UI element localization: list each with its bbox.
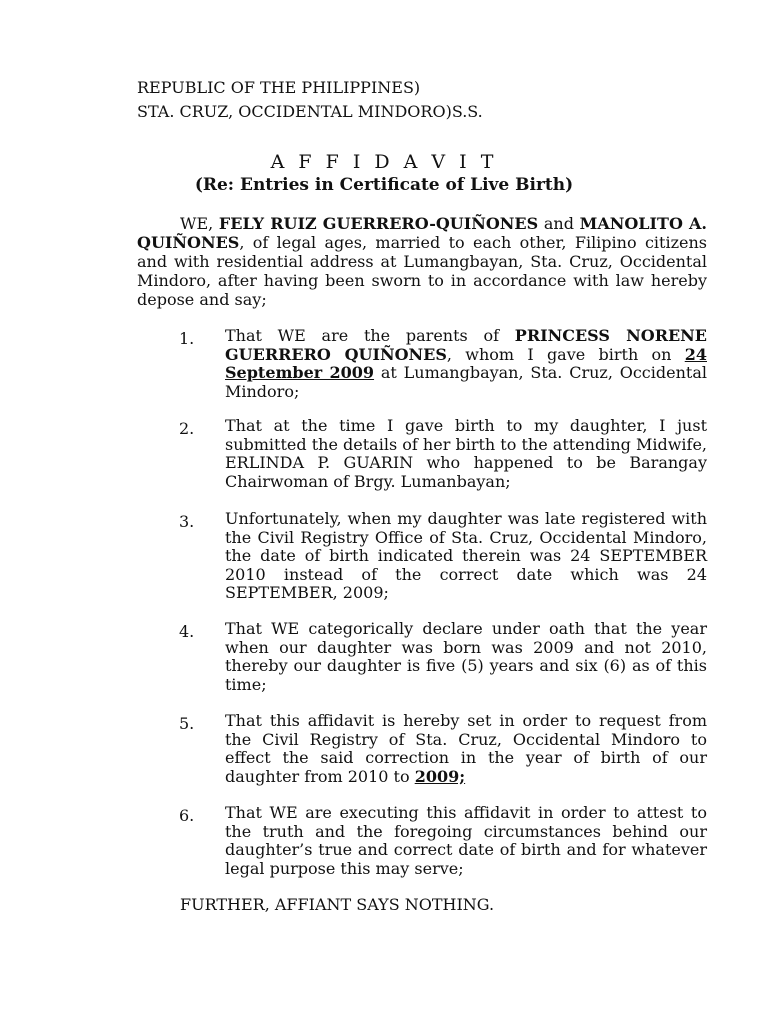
item-number-3: 3.	[179, 512, 195, 531]
item-1-part-2: , whom I gave birth on	[446, 344, 685, 364]
item-1-text	[225, 327, 707, 401]
item-5-text	[225, 712, 707, 786]
item-5-part-1: That this affidavit is hereby set in order to request from the Civil Registry of Sta. Cruz, Occidental Mindoro to effect the said correction in the year of birth of our daughter from 2010 to	[225, 711, 707, 786]
item-1-part-1: That WE are the parents of	[225, 326, 515, 345]
venue-line-2: STA. CRUZ, OCCIDENTAL MINDORO)S.S.	[137, 102, 483, 121]
child-name: PRINCESS NORENE GUERRERO QUIÑONES	[225, 326, 708, 364]
item-number-1: 1.	[179, 329, 195, 348]
item-number-5: 5.	[179, 714, 195, 733]
item-4-text: That WE categorically declare under oath that the year when our daughter was born was 2009 and not 2010, thereby our daughter is five (5) years and six (6) as of this time;	[225, 619, 707, 694]
item-2-text: That at the time I gave birth to my daughter, I just submitted the details of her birth to the attending Midwife, ERLINDA P. GUARIN who happened to be Barangay Chairwoman of Brgy. Lumanbayan;	[225, 416, 707, 491]
document-subtitle: (Re: Entries in Certificate of Live Birth)	[194, 175, 574, 195]
correct-birth-date: 24 September 2009	[225, 344, 707, 382]
corrected-year: 2009;	[414, 766, 466, 786]
intro-rest: , of legal ages, married to each other, Filipino citizens and with residential address at Lumangbayan, Sta. Cruz, Occidental Mindoro, after having been sworn to in accordance with law hereby depose and say;	[137, 233, 707, 309]
intro-we: WE,	[180, 214, 214, 233]
venue-block	[137, 76, 483, 124]
item-1-part-3: at Lumangbayan, Sta. Cruz, Occidental Mindoro;	[225, 363, 707, 401]
venue-line-1: REPUBLIC OF THE PHILIPPINES)	[137, 78, 421, 97]
item-number-4: 4.	[179, 622, 195, 641]
affiant-2-name: MANOLITO A. QUIÑONES	[137, 214, 708, 252]
item-3-text: Unfortunately, when my daughter was late registered with the Civil Registry Office of Sta. Cruz, Occidental Mindoro, the date of birth indicated therein was 24 SEPTEMBER 2010 instead of the correct date which was 24 SEPTEMBER, 2009;	[225, 509, 707, 602]
intro-and: and	[543, 214, 574, 233]
closing-statement: FURTHER, AFFIANT SAYS NOTHING.	[180, 895, 495, 914]
item-6-text: That WE are executing this affidavit in order to attest to the truth and the foregoing circumstances behind our daughter’s true and correct date of birth and for whatever legal purpose this may serve;	[225, 803, 707, 878]
intro-paragraph	[137, 214, 707, 309]
affiant-1-name: FELY RUIZ GUERRERO-QUIÑONES	[218, 214, 539, 233]
item-number-2: 2.	[179, 419, 195, 438]
item-number-6: 6.	[179, 806, 195, 825]
document-title: A F F I D A V I T	[270, 151, 498, 173]
